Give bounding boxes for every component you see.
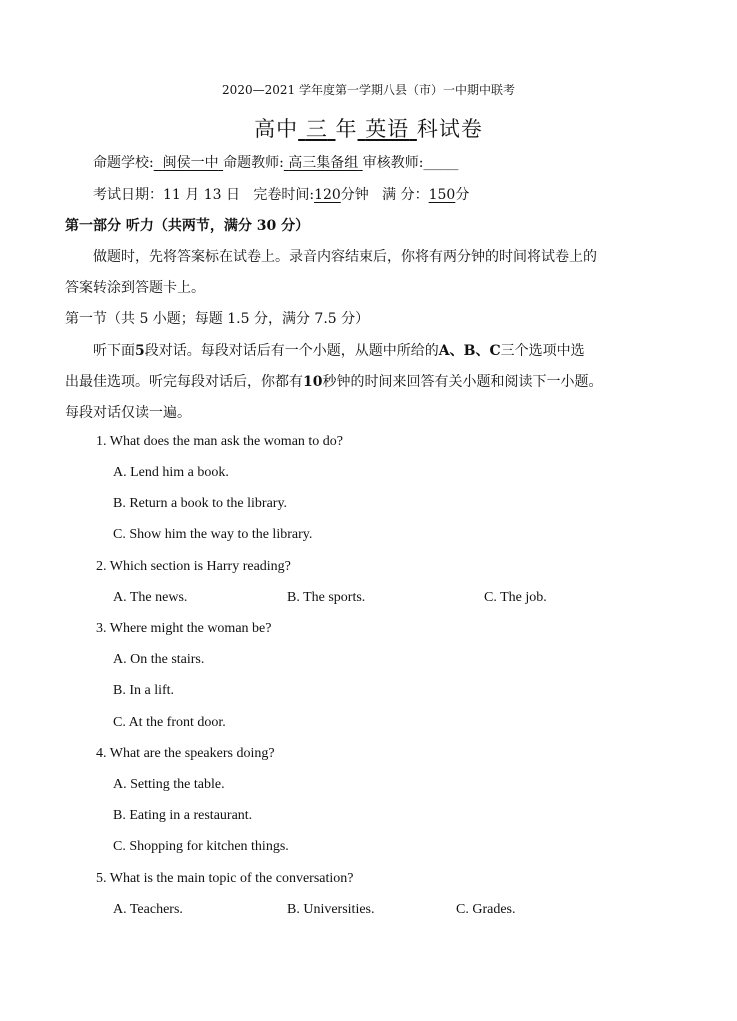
listen-line-1: 听下面5段对话。每段对话后有一个小题，从题中所给的A、B、C三个选项中选: [93, 343, 585, 359]
title-suffix: 科试卷: [416, 117, 483, 141]
time-label: 完卷时间:: [253, 187, 315, 203]
q2-option-b: B. The sports.: [287, 590, 366, 605]
instruction-line-1: 做题时，先将答案标在试卷上。录音内容结束后，你将有两分钟的时间将试卷上的: [93, 249, 597, 265]
school-value: 闽侯一中: [162, 155, 219, 171]
instruction-line-2: 答案转涂到答题卡上。: [65, 280, 205, 296]
q2-option-c: C. The job.: [484, 590, 547, 605]
q5-option-c: C. Grades.: [456, 902, 516, 917]
exam-header: 2020—2021 学年度第一学期八县（市）一中期中联考: [222, 83, 515, 97]
info-line-times: [93, 184, 469, 204]
school-label: 命题学校:: [93, 155, 154, 171]
question-3: 3. Where might the woman be?: [96, 621, 272, 636]
q3-option-b: B. In a lift.: [113, 683, 175, 698]
q5-option-b: B. Universities.: [287, 902, 375, 917]
q3-option-a: A. On the stairs.: [113, 652, 205, 667]
title-subject: 英语: [365, 117, 410, 141]
score-label: 满 分：: [382, 187, 429, 203]
time-value: 120: [314, 187, 341, 203]
reviewer-blank: _____: [423, 155, 459, 171]
time-unit: 分钟: [340, 187, 369, 203]
question-4: 4. What are the speakers doing?: [96, 746, 275, 761]
listen-line-2: 出最佳选项。听完每段对话后，你都有10秒钟的时间来回答有关小题和阅读下一小题。: [65, 374, 603, 390]
score-value: 150: [428, 187, 456, 203]
q4-option-c: C. Shopping for kitchen things.: [113, 839, 289, 854]
listen-line-3: 每段对话仅读一遍。: [65, 405, 191, 421]
part1-heading: 第一部分 听力（共两节，满分 30 分）: [65, 218, 310, 234]
q4-option-a: A. Setting the table.: [113, 777, 225, 792]
author-value: 高三集备组: [288, 155, 359, 171]
question-1: 1. What does the man ask the woman to do?: [96, 434, 344, 449]
score-unit: 分: [455, 187, 470, 203]
title-prefix: 高中: [254, 117, 299, 141]
paper-title: [0, 113, 737, 143]
reviewer-label: 审核教师:: [362, 155, 424, 171]
q5-option-a: A. Teachers.: [113, 902, 183, 917]
title-grade: 三: [305, 117, 328, 141]
q1-option-b: B. Return a book to the library.: [113, 496, 288, 511]
q4-option-b: B. Eating in a restaurant.: [113, 808, 253, 823]
answer-seconds: 10: [303, 374, 323, 390]
question-2: 2. Which section is Harry reading?: [96, 559, 291, 574]
q2-option-a: A. The news.: [113, 590, 188, 605]
q1-option-c: C. Show him the way to the library.: [113, 527, 313, 542]
q1-option-a: A. Lend him a book.: [113, 465, 229, 480]
question-5: 5. What is the main topic of the conversation?: [96, 871, 354, 886]
q3-option-c: C. At the front door.: [113, 715, 226, 730]
listen-options: A、B、C: [438, 343, 501, 359]
section1-heading: 第一节（共 5 小题；每题 1.5 分，满分 7.5 分）: [65, 311, 370, 327]
title-grade-suffix: 年: [335, 117, 358, 141]
listen-count: 5: [135, 343, 145, 359]
info-line-authors: [93, 152, 458, 172]
date-label: 考试日期：11 月 13 日: [93, 187, 240, 203]
author-label: 命题教师:: [223, 155, 284, 171]
